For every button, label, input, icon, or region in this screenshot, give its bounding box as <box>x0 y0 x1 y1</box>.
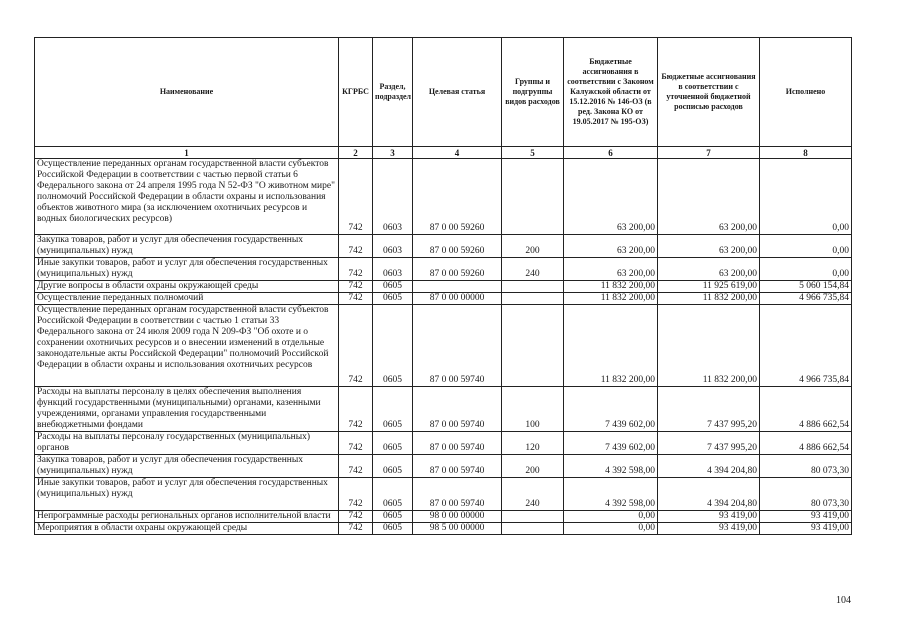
table-row <box>35 235 852 258</box>
row-group: 240 <box>502 478 564 511</box>
column-number: 6 <box>564 147 658 159</box>
row-executed-amount: 0,00 <box>760 258 852 281</box>
row-target <box>413 281 502 293</box>
row-refined-amount: 11 832 200,00 <box>658 305 760 387</box>
column-number-row <box>35 147 852 159</box>
row-refined-amount: 4 394 204,80 <box>658 478 760 511</box>
row-group <box>502 523 564 535</box>
column-number: 5 <box>502 147 564 159</box>
column-number: 1 <box>35 147 339 159</box>
column-number: 3 <box>373 147 413 159</box>
header-executed: Исполнено <box>760 38 852 147</box>
row-section: 0605 <box>373 387 413 432</box>
row-executed-amount: 80 073,30 <box>760 455 852 478</box>
row-name: Непрограммные расходы региональных органов исполнительной власти <box>35 511 339 523</box>
row-kgrbs: 742 <box>339 305 373 387</box>
row-refined-amount: 93 419,00 <box>658 523 760 535</box>
row-name: Мероприятия в области охраны окружающей среды <box>35 523 339 535</box>
page-number: 104 <box>836 595 851 606</box>
row-kgrbs: 742 <box>339 432 373 455</box>
row-law-amount: 11 832 200,00 <box>564 293 658 305</box>
table-row <box>35 258 852 281</box>
row-executed-amount: 5 060 154,84 <box>760 281 852 293</box>
row-executed-amount: 0,00 <box>760 159 852 235</box>
table-row <box>35 159 852 235</box>
row-executed-amount: 4 966 735,84 <box>760 305 852 387</box>
row-kgrbs: 742 <box>339 235 373 258</box>
row-law-amount: 63 200,00 <box>564 235 658 258</box>
row-name: Расходы на выплаты персоналу в целях обеспечения выполнения функций государственными (муниципальными) органами, казенными учреждениями, органами управления государственными внебюджетными фондами <box>35 387 339 432</box>
row-law-amount: 0,00 <box>564 511 658 523</box>
table-row <box>35 455 852 478</box>
row-name: Осуществление переданных органам государственной власти субъектов Российской Федерации в соответствии с частью 1 статьи 33 Федерального закона от 24 июля 2009 года N 209-ФЗ "Об охоте и о сохранении охотничьих ресурсов и о внесении изменений в отдельные законодательные акты Российской Федерации" полномочий Российской Федерации в области охраны и использования охотничьих ресурсов <box>35 305 339 387</box>
row-target: 87 0 00 59260 <box>413 258 502 281</box>
header-target: Целевая статья <box>413 38 502 147</box>
row-section: 0603 <box>373 235 413 258</box>
table-row <box>35 478 852 511</box>
row-name: Осуществление переданных полномочий <box>35 293 339 305</box>
header-refined: Бюджетные ассигнования в соответствии с уточненной бюджетной росписью расходов <box>658 38 760 147</box>
row-kgrbs: 742 <box>339 478 373 511</box>
row-name: Осуществление переданных органам государственной власти субъектов Российской Федерации в соответствии с частью первой статьи 6 Федерального закона от 24 апреля 1995 года N 52-ФЗ "О животном мире" полномочий Российской Федерации в области охраны и использования объектов животного мира (за исключением охотничьих ресурсов и водных биологических ресурсов) <box>35 159 339 235</box>
row-name: Иные закупки товаров, работ и услуг для обеспечения государственных (муниципальных) нужд <box>35 258 339 281</box>
header-name: Наименование <box>35 38 339 147</box>
row-target: 87 0 00 59260 <box>413 159 502 235</box>
column-number: 4 <box>413 147 502 159</box>
table-row <box>35 293 852 305</box>
row-section: 0605 <box>373 293 413 305</box>
row-group: 200 <box>502 235 564 258</box>
row-executed-amount: 93 419,00 <box>760 523 852 535</box>
row-section: 0605 <box>373 523 413 535</box>
budget-table <box>34 37 852 535</box>
row-target: 87 0 00 59740 <box>413 478 502 511</box>
column-number: 2 <box>339 147 373 159</box>
table-row <box>35 387 852 432</box>
row-law-amount: 4 392 598,00 <box>564 478 658 511</box>
row-kgrbs: 742 <box>339 281 373 293</box>
row-refined-amount: 4 394 204,80 <box>658 455 760 478</box>
row-refined-amount: 11 925 619,00 <box>658 281 760 293</box>
row-kgrbs: 742 <box>339 455 373 478</box>
row-executed-amount: 4 886 662,54 <box>760 432 852 455</box>
table-row <box>35 511 852 523</box>
row-kgrbs: 742 <box>339 511 373 523</box>
row-target: 87 0 00 59740 <box>413 387 502 432</box>
header-law: Бюджетные ассигнования в соответствии с Законом Калужской области от 15.12.2016 № 146-ОЗ (в ред. Закона КО от 19.05.2017 № 195-ОЗ) <box>564 38 658 147</box>
row-target: 98 0 00 00000 <box>413 511 502 523</box>
row-executed-amount: 4 966 735,84 <box>760 293 852 305</box>
row-law-amount: 63 200,00 <box>564 159 658 235</box>
table-row <box>35 523 852 535</box>
row-section: 0605 <box>373 281 413 293</box>
row-refined-amount: 63 200,00 <box>658 258 760 281</box>
row-law-amount: 4 392 598,00 <box>564 455 658 478</box>
row-kgrbs: 742 <box>339 159 373 235</box>
row-group <box>502 281 564 293</box>
table-row <box>35 432 852 455</box>
row-target: 87 0 00 59260 <box>413 235 502 258</box>
row-name: Другие вопросы в области охраны окружающей среды <box>35 281 339 293</box>
table-body <box>35 38 852 535</box>
column-number: 8 <box>760 147 852 159</box>
row-name: Расходы на выплаты персоналу государственных (муниципальных) органов <box>35 432 339 455</box>
row-refined-amount: 7 437 995,20 <box>658 387 760 432</box>
row-section: 0605 <box>373 478 413 511</box>
row-target: 87 0 00 00000 <box>413 293 502 305</box>
row-section: 0603 <box>373 159 413 235</box>
row-group: 100 <box>502 387 564 432</box>
row-refined-amount: 7 437 995,20 <box>658 432 760 455</box>
row-group <box>502 511 564 523</box>
row-section: 0603 <box>373 258 413 281</box>
row-group: 200 <box>502 455 564 478</box>
row-kgrbs: 742 <box>339 523 373 535</box>
row-executed-amount: 0,00 <box>760 235 852 258</box>
table-row <box>35 281 852 293</box>
header-section: Раздел, подраздел <box>373 38 413 147</box>
column-number: 7 <box>658 147 760 159</box>
row-refined-amount: 93 419,00 <box>658 511 760 523</box>
row-refined-amount: 63 200,00 <box>658 159 760 235</box>
row-section: 0605 <box>373 305 413 387</box>
row-kgrbs: 742 <box>339 293 373 305</box>
row-section: 0605 <box>373 511 413 523</box>
row-law-amount: 0,00 <box>564 523 658 535</box>
row-group <box>502 293 564 305</box>
table-row <box>35 305 852 387</box>
row-executed-amount: 80 073,30 <box>760 478 852 511</box>
row-name: Закупка товаров, работ и услуг для обеспечения государственных (муниципальных) нужд <box>35 235 339 258</box>
row-law-amount: 11 832 200,00 <box>564 305 658 387</box>
row-target: 98 5 00 00000 <box>413 523 502 535</box>
row-kgrbs: 742 <box>339 387 373 432</box>
header-kgrbs: КГРБС <box>339 38 373 147</box>
row-law-amount: 7 439 602,00 <box>564 432 658 455</box>
row-target: 87 0 00 59740 <box>413 305 502 387</box>
row-name: Иные закупки товаров, работ и услуг для обеспечения государственных (муниципальных) нужд <box>35 478 339 511</box>
row-group: 120 <box>502 432 564 455</box>
row-executed-amount: 93 419,00 <box>760 511 852 523</box>
header-row <box>35 38 852 147</box>
row-group <box>502 159 564 235</box>
row-refined-amount: 11 832 200,00 <box>658 293 760 305</box>
row-refined-amount: 63 200,00 <box>658 235 760 258</box>
row-group: 240 <box>502 258 564 281</box>
row-law-amount: 11 832 200,00 <box>564 281 658 293</box>
header-group: Группы и подгруппы видов расходов <box>502 38 564 147</box>
row-section: 0605 <box>373 432 413 455</box>
row-section: 0605 <box>373 455 413 478</box>
row-law-amount: 7 439 602,00 <box>564 387 658 432</box>
row-target: 87 0 00 59740 <box>413 432 502 455</box>
row-law-amount: 63 200,00 <box>564 258 658 281</box>
row-group <box>502 305 564 387</box>
row-kgrbs: 742 <box>339 258 373 281</box>
row-target: 87 0 00 59740 <box>413 455 502 478</box>
row-executed-amount: 4 886 662,54 <box>760 387 852 432</box>
row-name: Закупка товаров, работ и услуг для обеспечения государственных (муниципальных) нужд <box>35 455 339 478</box>
